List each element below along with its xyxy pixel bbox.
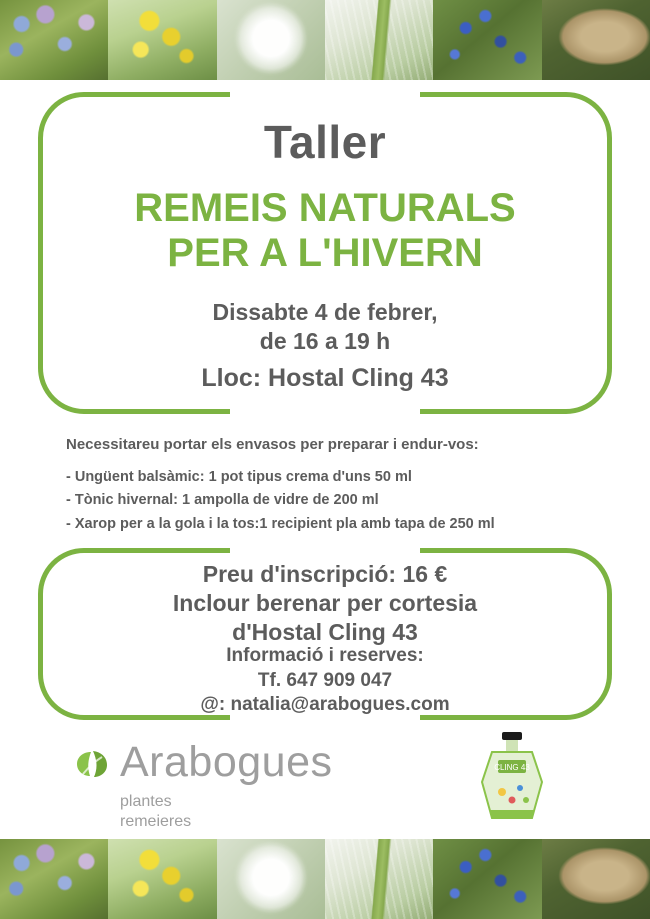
time-line: de 16 a 19 h [259, 328, 391, 355]
logo-wordmark: Arabogues [120, 738, 333, 786]
headline-line-1: REMEIS NATURALS [134, 186, 516, 230]
logo [74, 738, 374, 832]
includes-line-2: d'Hostal Cling 43 [232, 618, 418, 645]
materials-intro: Necessitareu portar els envasos per preparar i endur-vos: [66, 436, 479, 453]
top-frame-gap-upper [230, 86, 420, 98]
includes-line-1: Inclour berenar per cortesia [172, 589, 478, 616]
top-frame-gap-lower [230, 404, 420, 416]
list-item: - Ungüent balsàmic: 1 pot tipus crema d'uns 50 ml [66, 469, 412, 485]
bottom-photo-strip [0, 839, 650, 919]
photo-borage-flowers [0, 839, 108, 919]
page-title: Taller [263, 116, 387, 168]
leaf-icon [74, 748, 110, 782]
materials-list [66, 466, 626, 536]
photo-dandelion-seedhead [217, 0, 325, 80]
top-photo-strip [0, 0, 650, 80]
photo-borage-flowers [0, 0, 108, 80]
date-line: Dissabte 4 de febrer, [212, 299, 438, 325]
jar-label: CLING 43 [494, 763, 530, 772]
place-line: Lloc: Hostal Cling 43 [201, 364, 449, 392]
contact-email: @: natalia@arabogues.com [200, 694, 450, 716]
photo-green-flower-spike [325, 839, 433, 919]
date-time-block [0, 298, 650, 357]
photo-green-flower-spike [325, 0, 433, 80]
list-item: - Xarop per a la gola i la tos:1 recipient pla amb tapa de 250 ml [66, 515, 495, 532]
photo-brown-flower [542, 0, 650, 80]
contact-title: Informació i reserves: [226, 645, 424, 666]
photo-yellow-flowers [108, 0, 216, 80]
photo-yellow-flowers [108, 839, 216, 919]
logo-tagline-line-1: plantes [120, 793, 172, 810]
headline-line-2: PER A L'HIVERN [167, 230, 483, 275]
photo-brown-flower [542, 839, 650, 919]
jar-illustration [476, 730, 548, 830]
photo-dandelion-seedhead [217, 839, 325, 919]
contact-phone: Tf. 647 909 047 [257, 669, 393, 691]
photo-blue-flowers [433, 0, 541, 80]
bottom-frame-gap-upper [230, 542, 420, 554]
list-item: - Tònic hivernal: 1 ampolla de vidre de 200 ml [66, 492, 379, 509]
logo-tagline-line-2: remeieres [120, 812, 192, 830]
logo-tagline [120, 792, 191, 832]
headline [0, 186, 650, 276]
price-block [0, 560, 650, 647]
contact-block [0, 644, 650, 718]
photo-blue-flowers [433, 839, 541, 919]
price-line: Preu d'inscripció: 16 € [202, 561, 448, 587]
